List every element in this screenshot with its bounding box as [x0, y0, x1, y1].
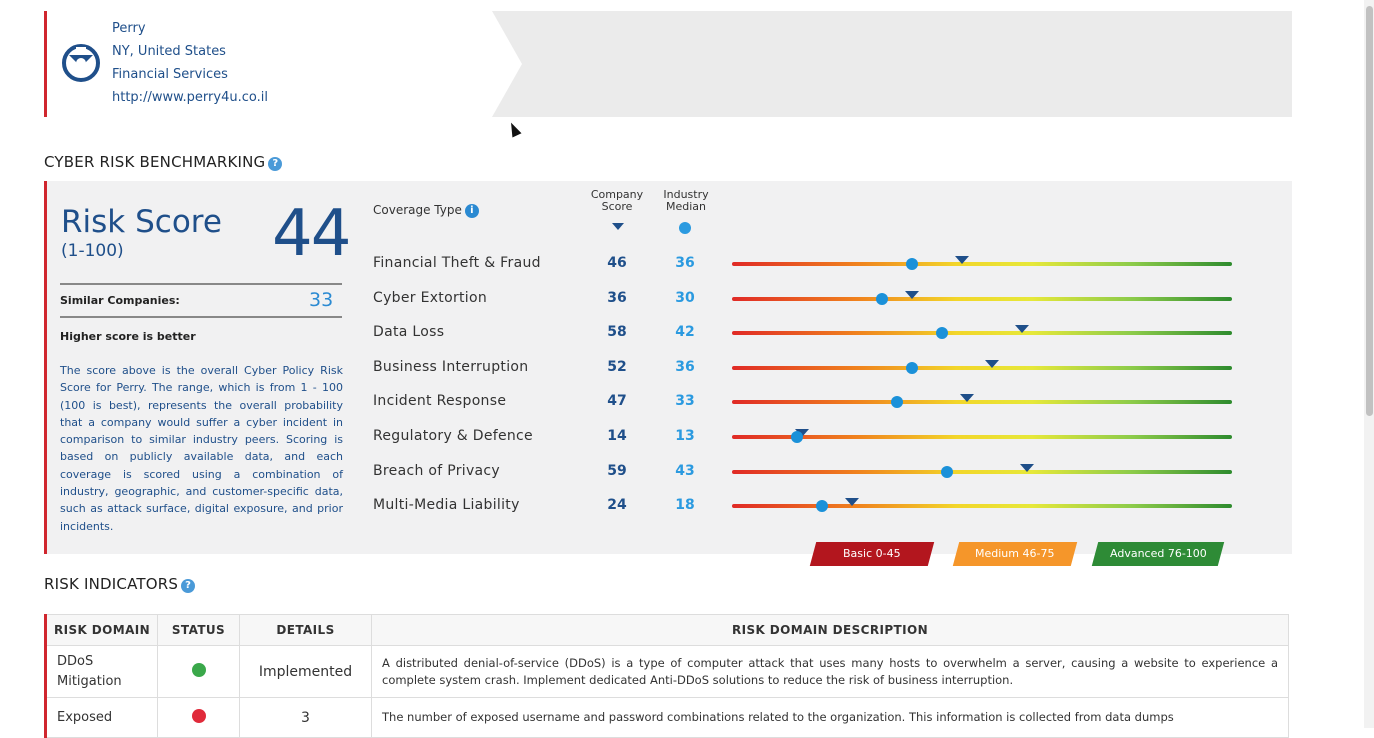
- score-scale-bar: [732, 297, 1232, 301]
- industry-median-marker: [891, 396, 903, 408]
- industry-median-value: 42: [675, 324, 695, 341]
- description-cell: The number of exposed username and password combinations related to the organization. This information is collected from data dumps: [372, 698, 1289, 738]
- company-score-value: 52: [607, 358, 627, 375]
- industry-median-marker: [906, 258, 918, 270]
- legend-advanced: [1092, 542, 1224, 566]
- risk-indicators-table: [44, 614, 1289, 738]
- coverage-row: [47, 282, 1292, 316]
- industry-median-value: 30: [675, 289, 695, 306]
- details-cell: 3: [240, 698, 372, 738]
- industry-median-value: 43: [675, 462, 695, 479]
- benchmarking-title-text: CYBER RISK BENCHMARKING: [44, 153, 266, 171]
- company-score-value: 24: [607, 497, 627, 514]
- mouse-cursor-icon: [507, 121, 522, 138]
- coverage-row: [47, 385, 1292, 419]
- industry-median-value: 33: [675, 393, 695, 410]
- risk-score-value: 44: [272, 197, 350, 271]
- benchmarking-title: [44, 153, 282, 171]
- industry-median-marker: [941, 466, 953, 478]
- company-score-value: 59: [607, 462, 627, 479]
- coverage-name: Data Loss: [373, 324, 445, 341]
- risk-score-description: The score above is the overall Cyber Policy Risk Score for Perry. The range, which is from 1 - 100 (100 is best), represents the overall probability that a company would suffer a cyber incident in comparison to similar industry peers. Scoring is based on publicly available data, and each coverage is scored using a combination of industry, geographic, and customer-specific data, such as attack surface, digital exposure, and prior incidents.: [60, 364, 343, 533]
- banner-arrow-shape: [492, 11, 522, 117]
- score-scale-bar: [732, 331, 1232, 335]
- risk-domain-cell: DDoS Mitigation: [46, 646, 158, 698]
- similar-companies-label: Similar Companies:: [60, 294, 180, 307]
- coverage-name: Incident Response: [373, 393, 507, 410]
- status-cell: [158, 698, 240, 738]
- description-cell: A distributed denial-of-service (DDoS) is a type of computer attack that uses many hosts to overwhelm a server, causing a website to experience a complete system crash. Implement dedicated Anti-DDoS solutions to reduce the risk of business interruption.: [372, 646, 1289, 698]
- table-header-row: [46, 615, 1289, 646]
- company-score-marker: [960, 394, 974, 402]
- coverage-row: [47, 316, 1292, 350]
- coverage-row: [47, 455, 1292, 489]
- industry-median-header: Industry Median: [663, 188, 709, 213]
- industry-median-marker: [876, 293, 888, 305]
- coverage-row: [47, 489, 1292, 523]
- status-indicator-icon: [192, 663, 206, 677]
- coverage-row: [47, 351, 1292, 385]
- risk-domain-cell: Exposed: [46, 698, 158, 738]
- help-icon[interactable]: ?: [181, 579, 195, 593]
- company-score-value: 14: [607, 428, 627, 444]
- table-row[interactable]: [46, 646, 1289, 698]
- company-score-marker: [1015, 325, 1029, 333]
- legend-basic-text: Basic 0-45: [843, 547, 901, 560]
- legend-medium: [953, 542, 1077, 566]
- help-icon[interactable]: ?: [268, 157, 282, 171]
- score-scale-bar: [732, 470, 1232, 474]
- coverage-name: Breach of Privacy: [373, 462, 500, 479]
- industry-median-value: 36: [675, 358, 695, 375]
- column-header-domain[interactable]: RISK DOMAIN: [46, 615, 158, 646]
- industry-median-marker: [906, 362, 918, 374]
- perry-logo-icon: [61, 43, 101, 83]
- industry-median-marker: [936, 327, 948, 339]
- column-header-status[interactable]: STATUS: [158, 615, 240, 646]
- industry-median-value: 36: [675, 255, 695, 271]
- coverage-row: [47, 420, 1292, 454]
- industry-marker-icon: [679, 222, 691, 234]
- coverage-type-header-text: Coverage Type: [373, 203, 462, 217]
- company-name: Perry: [112, 21, 146, 36]
- risk-indicators-title: [44, 575, 195, 593]
- risk-score-range: (1-100): [61, 241, 124, 261]
- score-scale-bar: [732, 400, 1232, 404]
- company-industry: Financial Services: [112, 67, 228, 82]
- industry-median-value: 13: [675, 428, 695, 444]
- company-score-marker: [955, 256, 969, 264]
- info-icon[interactable]: i: [465, 204, 479, 218]
- scrollbar-thumb[interactable]: [1366, 6, 1373, 416]
- score-scale-bar: [732, 366, 1232, 370]
- risk-score-label: Risk Score: [61, 204, 222, 240]
- similar-companies-value: 33: [309, 289, 334, 311]
- details-cell: Implemented: [240, 646, 372, 698]
- column-header-description[interactable]: RISK DOMAIN DESCRIPTION: [372, 615, 1289, 646]
- company-marker-icon: [612, 223, 624, 230]
- legend-basic: [810, 542, 934, 566]
- coverage-name: Multi-Media Liability: [373, 497, 520, 514]
- score-scale-bar: [732, 504, 1232, 508]
- higher-score-note: Higher score is better: [60, 330, 196, 343]
- company-info: [112, 17, 268, 109]
- company-score-marker: [1020, 464, 1034, 472]
- company-score-value: 47: [607, 393, 627, 410]
- legend-advanced-text: Advanced 76-100: [1109, 547, 1207, 560]
- legend-medium-text: Medium 46-75: [975, 547, 1055, 560]
- industry-median-marker: [816, 500, 828, 512]
- company-score-marker: [905, 291, 919, 299]
- company-banner: [44, 11, 1292, 117]
- status-indicator-icon: [192, 709, 206, 723]
- company-url[interactable]: http://www.perry4u.co.il: [112, 90, 268, 105]
- company-score-marker: [985, 360, 999, 368]
- benchmarking-panel: [44, 181, 1292, 560]
- coverage-name: Regulatory & Defence: [373, 428, 533, 444]
- company-score-marker: [845, 498, 859, 506]
- coverage-name: Financial Theft & Fraud: [373, 255, 541, 271]
- industry-median-marker: [791, 431, 803, 443]
- company-score-value: 58: [607, 324, 627, 341]
- industry-median-value: 18: [675, 497, 695, 514]
- coverage-name: Business Interruption: [373, 358, 529, 375]
- company-score-value: 36: [607, 289, 627, 306]
- company-location: NY, United States: [112, 44, 226, 59]
- table-row[interactable]: [46, 698, 1289, 738]
- scrollbar[interactable]: [1364, 0, 1374, 728]
- risk-indicators-title-text: RISK INDICATORS: [44, 575, 179, 593]
- company-score-value: 46: [607, 255, 627, 271]
- score-scale-bar: [732, 262, 1232, 266]
- coverage-row: [47, 247, 1292, 281]
- coverage-type-header: [373, 203, 479, 218]
- coverage-name: Cyber Extortion: [373, 289, 488, 306]
- company-score-header: Company Score: [590, 188, 644, 213]
- table-body: [46, 646, 1289, 738]
- column-header-details[interactable]: DETAILS: [240, 615, 372, 646]
- status-cell: [158, 646, 240, 698]
